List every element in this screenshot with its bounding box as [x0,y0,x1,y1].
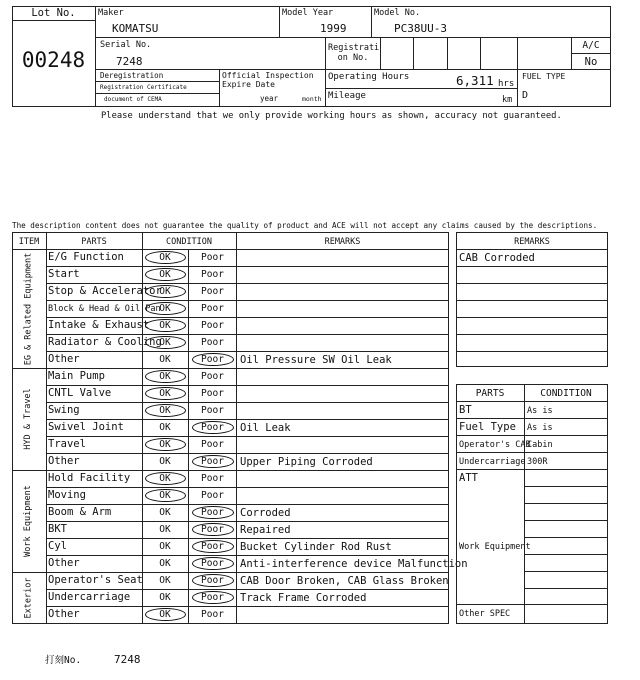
ok-selected-circle [145,336,186,349]
item-group-label: Work Equipment [23,485,33,557]
ok-selected-circle [145,404,186,417]
condition-poor: Poor [201,524,224,535]
mileage-label: Mileage [328,91,366,101]
remark-text: Bucket Cylinder Rod Rust [240,541,392,553]
part-name: Other [48,557,80,569]
item-group-label: EG & Related Equipment [23,252,33,365]
inspection-label: Official Inspection [222,71,314,80]
condition-poor: Poor [201,473,224,484]
part-name: E/G Function [48,251,124,263]
part-name: Operator's Seat [48,574,143,586]
col-parts-header: PARTS [81,237,107,247]
poor-selected-circle [192,353,234,366]
km-label: km [502,95,513,105]
parts-panel-condition: As is [527,423,553,433]
poor-selected-circle [192,574,234,587]
condition-poor: Poor [201,303,224,314]
condition-ok: OK [159,473,171,484]
condition-poor: Poor [201,558,224,569]
part-name: Boom & Arm [48,506,112,518]
part-name: Swivel Joint [48,421,124,433]
model-year: 1999 [320,22,347,35]
remark-text: Upper Piping Corroded [240,456,373,468]
remarks-panel-header: REMARKS [514,237,550,247]
remark-text: Anti-interference device Malfunction [240,558,468,570]
condition-ok: OK [159,337,171,348]
maker-label: Maker [98,8,124,18]
remark-text: Oil Leak [240,422,291,434]
remark-text: Repaired [240,524,291,536]
condition-ok: OK [159,609,171,620]
parts-panel-part: Other SPEC [459,609,511,619]
condition-ok: OK [159,286,171,297]
condition-poor: Poor [201,439,224,450]
ok-selected-circle [145,608,186,621]
condition-poor: Poor [201,354,224,365]
condition-ok: OK [159,252,171,263]
condition-poor: Poor [201,592,224,603]
parts-panel-part: BT [459,404,472,416]
model-no: PC38UU-3 [394,22,447,35]
condition-poor: Poor [201,490,224,501]
month-label: month [302,95,322,103]
remark-text: Corroded [240,507,291,519]
stamp-number-label: 打刻No. [45,655,82,666]
remark-text: Oil Pressure SW Oil Leak [240,354,392,366]
stamp-number: 7248 [114,653,141,666]
part-name: Start [48,268,80,280]
condition-ok: OK [159,354,171,365]
deregistration-label: Deregistration [100,71,164,80]
poor-selected-circle [192,523,234,536]
ok-selected-circle [145,489,186,502]
parts-panel-part: Undercarriage [459,457,526,467]
ok-selected-circle [145,302,186,315]
part-name: Undercarriage [48,591,131,603]
condition-ok: OK [159,541,171,552]
operating-hours: 6,311 [456,73,494,88]
hrs-label: hrs [498,79,515,89]
condition-ok: OK [159,524,171,535]
registration-certificate-label: Registration Certificate [100,84,187,91]
condition-poor: Poor [201,422,224,433]
ok-selected-circle [145,370,186,383]
model-year-label: Model Year [282,8,334,18]
parts-panel-part: Work Equipment [459,542,531,552]
year-label: year [260,94,279,103]
part-name: Main Pump [48,370,105,382]
poor-selected-circle [192,557,234,570]
serial-no: 7248 [116,55,143,68]
poor-selected-circle [192,506,234,519]
condition-poor: Poor [201,575,224,586]
inspection-label-2: Expire Date [222,80,275,89]
lot-no: 00248 [21,48,86,72]
condition-ok: OK [159,456,171,467]
condition-poor: Poor [201,286,224,297]
registration-label: Registrati [328,43,380,53]
part-name: Block & Head & Oil Pan [48,304,161,314]
item-group-label: HYD & Travel [23,388,33,450]
part-name: Other [48,455,80,467]
condition-poor: Poor [201,252,224,263]
ac-value: No [584,56,598,68]
part-name: Hold Facility [48,472,131,484]
poor-selected-circle [192,455,234,468]
item-group-label: Exterior [23,577,33,618]
condition-ok: OK [159,558,171,569]
parts-panel-condition: 300R [527,457,548,467]
parts-panel-condition: As is [527,406,553,416]
hours-note: Please understand that we only provide working hours as shown, accuracy not guaranteed. [101,111,562,121]
parts-panel-condition: Cabin [527,440,553,450]
remarks-panel-row: CAB Corroded [459,252,535,264]
poor-selected-circle [192,540,234,553]
parts-panel-parts-header: PARTS [475,388,505,399]
part-name: Intake & Exhaust [48,319,150,331]
parts-panel-part: ATT [459,472,478,484]
condition-poor: Poor [201,269,224,280]
ok-selected-circle [145,268,186,281]
condition-ok: OK [159,303,171,314]
operating-hours-label: Operating Hours [328,72,410,82]
ok-selected-circle [145,438,186,451]
remark-text: CAB Door Broken, CAB Glass Broken [240,575,449,587]
part-name: Other [48,608,80,620]
condition-poor: Poor [201,337,224,348]
fuel-type-label: FUEL TYPE [522,72,566,81]
part-name: Swing [48,404,80,416]
condition-ok: OK [159,575,171,586]
ok-selected-circle [145,319,186,332]
condition-poor: Poor [201,388,224,399]
parts-panel-part: Operator's CAB [459,440,531,450]
condition-ok: OK [159,388,171,399]
model-no-label: Model No. [374,8,421,18]
remark-text: Track Frame Corroded [240,592,367,604]
parts-panel-condition-header: CONDITION [540,388,592,399]
condition-poor: Poor [201,405,224,416]
poor-selected-circle [192,591,234,604]
col-remarks-header: REMARKS [324,237,361,247]
ok-selected-circle [145,285,186,298]
condition-poor: Poor [201,320,224,331]
col-item-header: ITEM [18,237,40,247]
condition-poor: Poor [201,541,224,552]
serial-no-label: Serial No. [100,40,152,50]
condition-ok: OK [159,320,171,331]
part-name: Cyl [48,540,67,552]
condition-poor: Poor [201,609,224,620]
disclaimer: The description content does not guarantee the quality of product and ACE will not accept any claims caused by the descriptions. [12,221,598,230]
ac-label: A/C [582,40,600,51]
part-name: BKT [48,523,67,535]
ok-selected-circle [145,387,186,400]
lot-no-label: Lot No. [31,7,76,19]
part-name: Other [48,353,80,365]
ok-selected-circle [145,472,186,485]
condition-ok: OK [159,422,171,433]
condition-ok: OK [159,592,171,603]
part-name: Stop & Accelerator [48,285,162,297]
condition-ok: OK [159,490,171,501]
poor-selected-circle [192,421,234,434]
part-name: Radiator & Cooling [48,336,162,348]
part-name: Travel [48,438,86,450]
cema-label: document of CEMA [104,96,162,103]
condition-ok: OK [159,405,171,416]
ok-selected-circle [145,251,186,264]
col-condition-header: CONDITION [165,237,213,247]
condition-ok: OK [159,371,171,382]
condition-poor: Poor [201,456,224,467]
parts-panel-part: Fuel Type [459,421,516,433]
maker: KOMATSU [112,22,159,35]
fuel-type: D [522,90,529,101]
condition-ok: OK [159,269,171,280]
part-name: CNTL Valve [48,387,112,399]
condition-poor: Poor [201,507,224,518]
part-name: Moving [48,489,86,501]
registration-label-2: on No. [337,53,369,63]
condition-poor: Poor [201,371,224,382]
condition-ok: OK [159,439,171,450]
condition-ok: OK [159,507,171,518]
